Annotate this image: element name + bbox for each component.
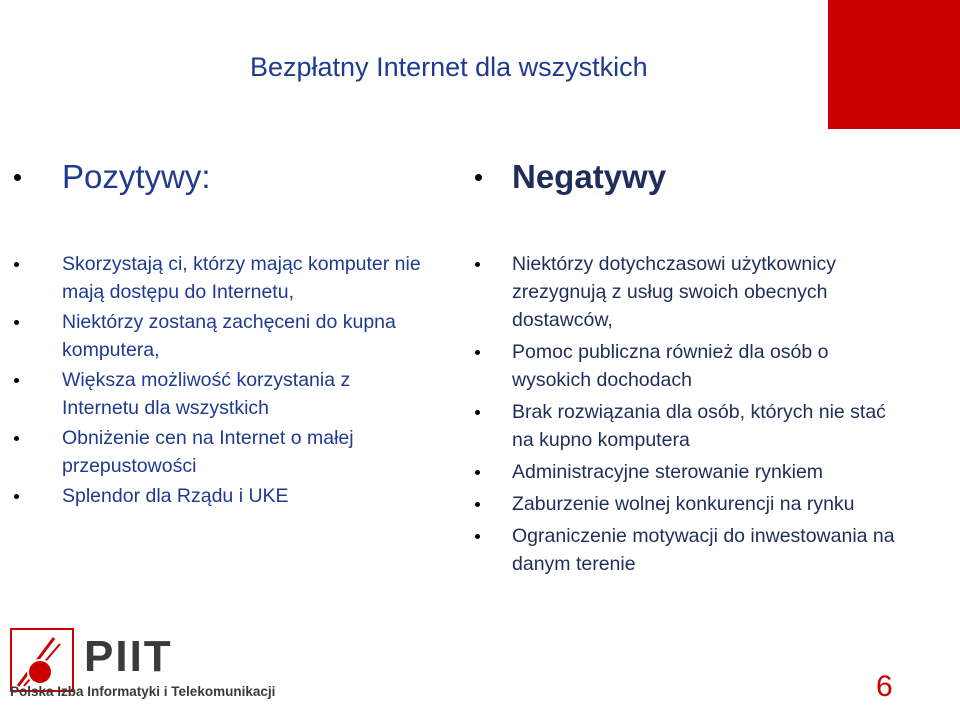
list-item: Administracyjne sterowanie rynkiem bbox=[512, 458, 912, 486]
red-corner-square bbox=[828, 0, 960, 129]
list-item: Splendor dla Rządu i UKE bbox=[62, 482, 432, 510]
slide-title: Bezpłatny Internet dla wszystkich bbox=[250, 52, 648, 82]
bullet-icon bbox=[475, 350, 480, 355]
pros-heading-text: Pozytywy: bbox=[62, 158, 211, 195]
bullet-icon bbox=[14, 378, 19, 383]
piit-logo bbox=[10, 628, 330, 704]
list-item: Pomoc publiczna również dla osób o wysokich dochodach bbox=[512, 338, 912, 394]
page-number: 6 bbox=[876, 670, 893, 703]
logo-name: PIIT bbox=[84, 632, 173, 681]
bullet-icon bbox=[475, 174, 482, 181]
list-item: Niektórzy zostaną zachęceni do kupna komputera, bbox=[62, 308, 432, 364]
bullet-icon bbox=[475, 502, 480, 507]
pros-list bbox=[62, 250, 432, 512]
list-item: Zaburzenie wolnej konkurencji na rynku bbox=[512, 490, 912, 518]
cons-heading bbox=[512, 158, 666, 196]
bullet-icon bbox=[14, 436, 19, 441]
pros-heading bbox=[62, 158, 211, 196]
piit-logo-icon bbox=[10, 628, 74, 692]
bullet-icon bbox=[14, 174, 21, 181]
bullet-icon bbox=[475, 410, 480, 415]
bullet-icon bbox=[475, 262, 480, 267]
list-item: Niektórzy dotychczasowi użytkownicy zrezygnują z usług swoich obecnych dostawców, bbox=[512, 250, 912, 334]
bullet-icon bbox=[14, 262, 19, 267]
bullet-icon bbox=[475, 470, 480, 475]
bullet-icon bbox=[14, 494, 19, 499]
list-item: Skorzystają ci, którzy mając komputer nie mają dostępu do Internetu, bbox=[62, 250, 432, 306]
cons-heading-text: Negatywy bbox=[512, 158, 667, 195]
bullet-icon bbox=[14, 320, 19, 325]
list-item: Większa możliwość korzystania z Internetu dla wszystkich bbox=[62, 366, 432, 422]
logo-subtitle: Polska Izba Informatyki i Telekomunikacji bbox=[10, 684, 276, 699]
list-item: Brak rozwiązania dla osób, których nie stać na kupno komputera bbox=[512, 398, 912, 454]
bullet-icon bbox=[475, 534, 480, 539]
cons-list bbox=[512, 250, 912, 582]
list-item: Ograniczenie motywacji do inwestowania na danym terenie bbox=[512, 522, 912, 578]
list-item: Obniżenie cen na Internet o małej przepustowości bbox=[62, 424, 432, 480]
